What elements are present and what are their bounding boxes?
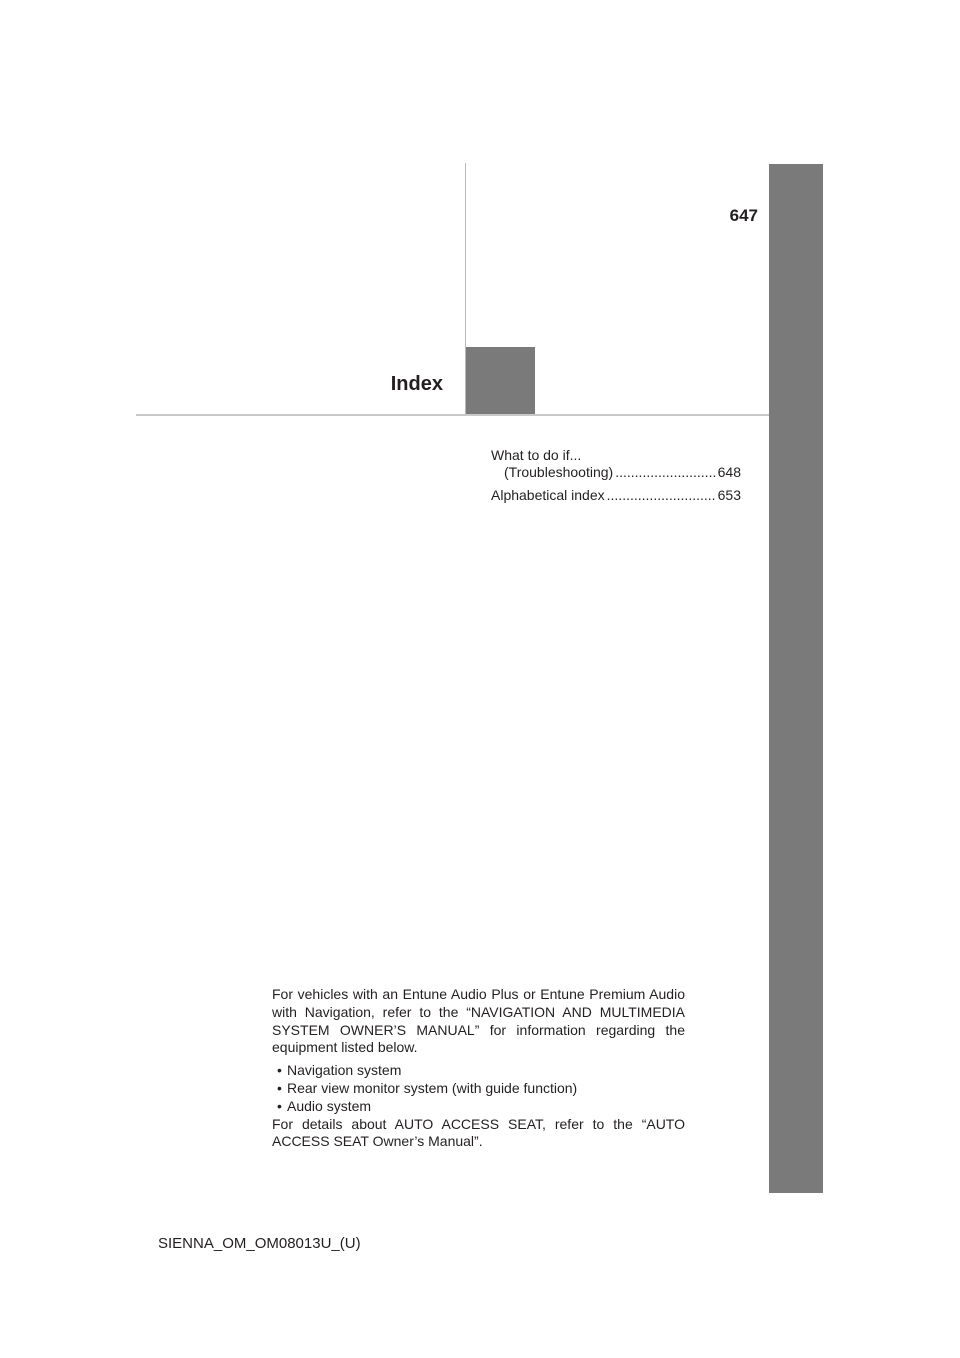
list-item: • Rear view monitor system (with guide function) bbox=[272, 1080, 685, 1098]
toc-entry-page: 648 bbox=[717, 464, 741, 480]
index-sidebar-tab bbox=[769, 164, 823, 1193]
toc-entry-label: What to do if... bbox=[491, 447, 582, 463]
list-item: • Navigation system bbox=[272, 1062, 685, 1080]
multimedia-note bbox=[272, 986, 685, 1151]
toc-leader-dots bbox=[615, 464, 715, 481]
horizontal-divider bbox=[136, 414, 822, 416]
toc-entry-alphabetical-index[interactable] bbox=[491, 487, 741, 504]
toc-entry-troubleshooting[interactable] bbox=[491, 447, 741, 481]
table-of-contents bbox=[491, 447, 741, 510]
bullet-icon: • bbox=[277, 1062, 282, 1079]
toc-entry-sublabel: (Troubleshooting) bbox=[504, 464, 614, 480]
page-number: 647 bbox=[729, 206, 758, 225]
equipment-list bbox=[272, 1062, 685, 1115]
list-item: • Audio system bbox=[272, 1098, 685, 1116]
page-title: Index bbox=[390, 373, 443, 395]
section-tab-block bbox=[466, 347, 535, 415]
toc-leader-dots bbox=[607, 487, 716, 504]
bullet-icon: • bbox=[277, 1079, 282, 1096]
toc-entry-label: Alphabetical index bbox=[491, 487, 605, 503]
note-intro: For vehicles with an Entune Audio Plus or Entune Premium Audio with Navigation, refer to the “NAVIGATION AND MULTIMEDIA SYSTEM OWNER’S MANUAL” for information regarding the equipment listed below. bbox=[272, 986, 685, 1056]
bullet-icon: • bbox=[277, 1097, 282, 1114]
toc-entry-page: 653 bbox=[717, 487, 741, 503]
document-code-footer: SIENNA_OM_OM08013U_(U) bbox=[158, 1235, 361, 1252]
note-outro: For details about AUTO ACCESS SEAT, refer to the “AUTO ACCESS SEAT Owner’s Manual”. bbox=[272, 1115, 685, 1150]
